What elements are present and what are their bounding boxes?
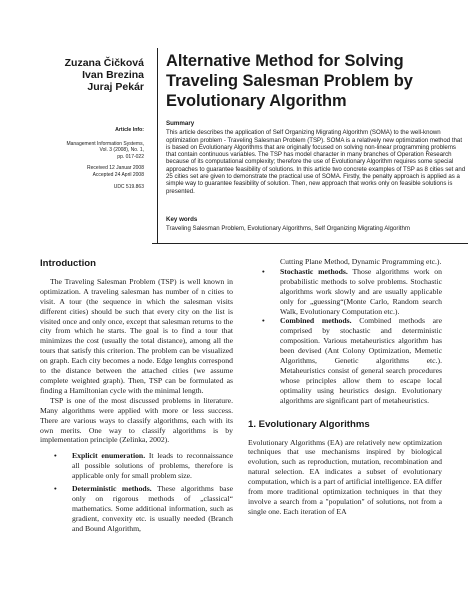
bullet-icon: • xyxy=(262,316,265,326)
bullet-continuation: Cutting Plane Method, Dynamic Programming etc.). xyxy=(280,257,442,266)
summary-text: This article describes the application of Self Organizing Migrating Algorithm (SOMA) to the well-known optimization problem - Traveling Salesman Problem (TSP). SOMA is a relatively new optimization method that is based on Evolutionary Algorithms that are originally focused on solving non-linear programming problems that contain continuous variables. The TSP has model character in many branches of Operation Research because of its computational complexity; therefore the use of Evolutionary Algorithm requires some special approaches to guarantee feasibility of solutions. In this article two concrete examples of TSP as 8 cities set and 25 cities set are given to demonstrate the practical use of SOMA. Firstly, the penalty approach is applied as a simple way to guarantee feasibility of solution. Then, new approach that works only on feasible solutions is presented. xyxy=(166,129,466,195)
bullet-text: Combined methods are comprised by stochastic and deterministic composition. Various metaheuristics algorithm has been devised (Ant Colony Optimization, Memetic Algorithms, Genetic algorithms etc.). Metaheuristics consist of general search procedures whose principles allow them to escape local optimality using heuristics design. Evolutionary algorithms are significant part of metaheuristics. xyxy=(280,316,442,405)
horizontal-divider xyxy=(152,243,468,244)
bullet-text: Those algorithms work on probabilistic methods to solve problems. Stochastic algorithms work slowly and are usually applicable only for „guessing“(Monte Carlo, Random search Walk, Evolutionary Computation etc.). xyxy=(280,266,442,316)
keywords-section xyxy=(166,216,466,233)
bullet-term: Combined methods. xyxy=(280,316,352,326)
vertical-divider xyxy=(157,48,158,243)
author-name: Zuzana Čičková xyxy=(64,57,144,69)
journal-pages: pp. 017-022 xyxy=(117,153,144,160)
paper-title: Alternative Method for Solving Traveling Salesman Problem by Evolutionary Algorithm xyxy=(166,52,413,110)
bullet-text: These algorithms base only on rigorous methods of „classical“ mathematics. Some additional information, such as gradient, convexity etc. is usually needed (Branch and Bound Algorithm, xyxy=(72,484,233,533)
bullet-stochastic-methods xyxy=(248,267,442,317)
right-column xyxy=(248,257,442,517)
summary-section xyxy=(166,120,466,195)
summary-heading: Summary xyxy=(166,120,195,127)
received-date: Received 12 Januar 2008 xyxy=(87,165,144,172)
author-name: Ivan Brezina xyxy=(82,69,144,81)
intro-paragraph-1: The Traveling Salesman Problem (TSP) is well known in optimization. A traveling salesman has number of n cities to visit. A tour (the sequence in which the salesman visits different cities) should be such that every city on the list is visited once and only once, except that salesman returns to the city from which he starts. The goal is to find a tour that minimizes the cost (usually the total distance), among all the tours that satisfy this criterion. The problem can be visualized on graph. Each city becomes a node. Edge lenghts correspond to the distance between the attached cities (we assume complete weighted graph). Then, TSP can be formulated as finding a Hamiltonian cycle with the minimal length. xyxy=(40,276,233,395)
journal-name: Management Information Systems, xyxy=(66,140,144,147)
left-column xyxy=(40,259,233,534)
introduction-heading: Introduction xyxy=(40,258,96,269)
bullet-explicit-enumeration xyxy=(40,451,233,481)
journal-volume: Vol. 3 (2008), No. 1, xyxy=(99,147,144,154)
bullet-deterministic-methods xyxy=(40,484,233,534)
bullet-icon: • xyxy=(262,266,265,276)
author-list xyxy=(40,57,144,93)
article-info xyxy=(36,127,144,190)
section-1-paragraph: Evolutionary Algorithms (EA) are relatively new optimization techniques that use mechanisms inspired by biological evolution, such as reproduction, mutation, recombination and natural selection. EA indicates a subset of evolutionary computation, which is a part of artificial intelligence. EA differ from more traditional optimization techniques in that they involve a search from a "population" of solutions, not from a single one. Each iteration of EA xyxy=(248,437,442,516)
article-info-heading: Article Info: xyxy=(115,127,144,133)
bullet-text: It leads to reconnaissance all possible solutions of problems, therefore is applicable only for small problem size. xyxy=(72,451,233,481)
bullet-term: Stochastic methods. xyxy=(280,266,348,276)
bullet-term: Explicit enumeration. xyxy=(72,451,146,461)
accepted-date: Accepted 24 April 2008 xyxy=(92,171,144,178)
bullet-term: Deterministic methods. xyxy=(72,484,152,494)
bullet-icon: • xyxy=(54,484,57,494)
author-name: Juraj Pekár xyxy=(87,81,144,93)
bullet-combined-methods xyxy=(248,316,442,405)
intro-paragraph-2: TSP is one of the most discussed problems in literature. Many algorithms were applied with more or less success. There are various ways to classify algorithms, each with its own merits. One way to classify algorithms is by implementation principle (Zelinka, 2002). xyxy=(40,395,233,445)
keywords-text: Traveling Salesman Problem, Evolutionary Algorithms, Self Organizing Migrating Algorithm xyxy=(166,225,410,233)
section-1-heading: 1. Evolutionary Algorithms xyxy=(248,418,370,430)
bullet-icon: • xyxy=(54,451,57,461)
udc-code: UDC 519.863 xyxy=(113,183,144,190)
keywords-heading: Key words xyxy=(166,216,198,223)
